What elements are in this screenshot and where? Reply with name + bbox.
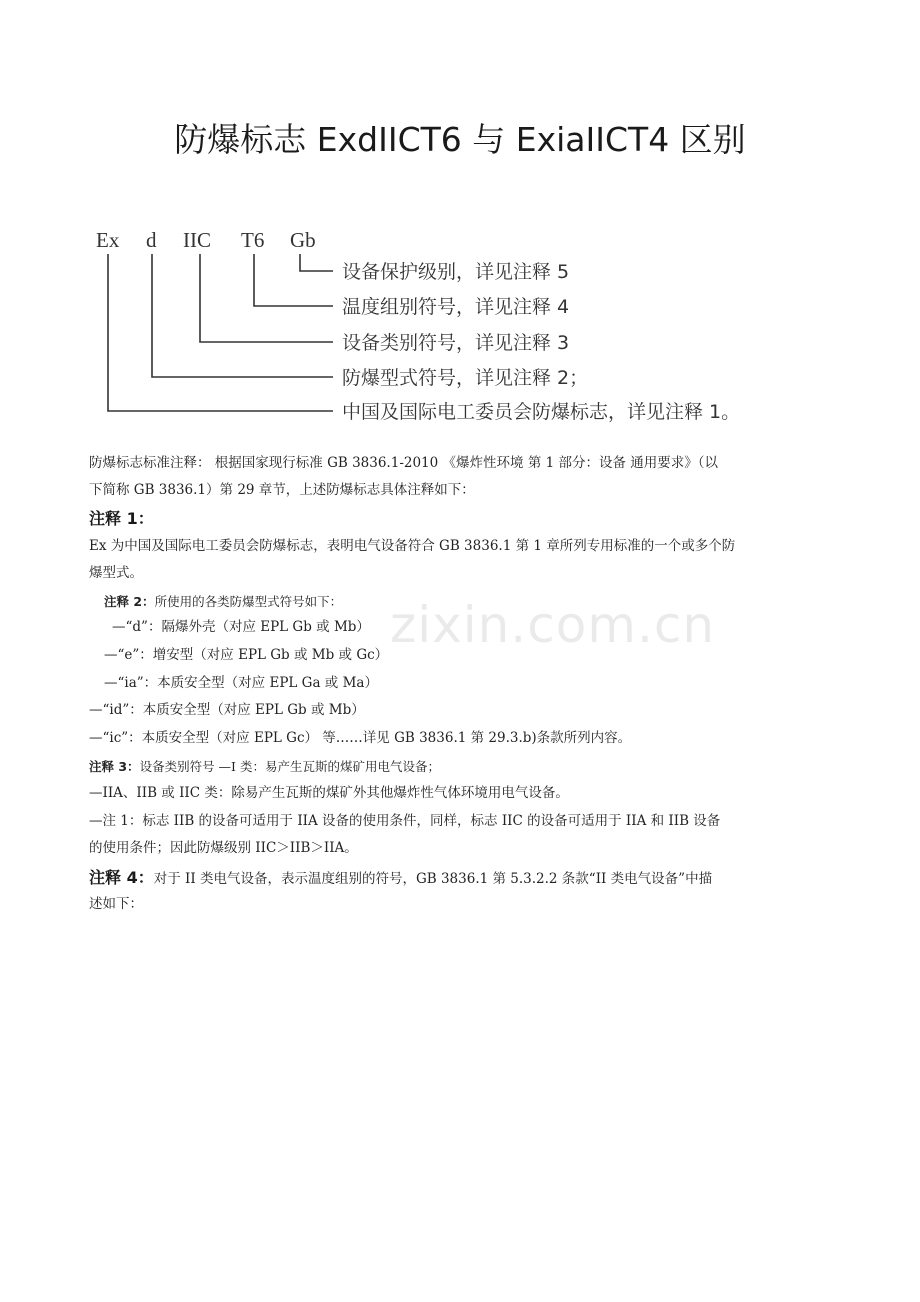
note3-line-4: 的使用条件；因此防爆级别 IIC＞IIB＞IIA。	[89, 840, 358, 856]
leader-line-gb	[300, 254, 333, 271]
leader-line-t6	[254, 254, 333, 306]
note2-item-ic: —“ic”：本质安全型（对应 EPL Gc） 等……详见 GB 3836.1 第 29.3.b)条款所列内容。	[89, 730, 632, 746]
note1-line-2: 爆型式。	[89, 565, 143, 581]
marking-diagram	[0, 0, 920, 440]
desc-protection-level: 设备保护级别，详见注释 5	[342, 261, 570, 283]
note1-heading: 注释 1：	[89, 509, 154, 528]
note2-intro	[104, 588, 864, 615]
desc-temperature-class: 温度组别符号，详见注释 4	[342, 296, 570, 318]
note3-text: 设备类别符号 —I 类：易产生瓦斯的煤矿用电气设备；	[139, 759, 440, 774]
note1-line-1: Ex 为中国及国际电工委员会防爆标志，表明电气设备符合 GB 3836.1 第 1 章所列专用标准的一个或多个防	[89, 538, 736, 554]
note4-line-1	[89, 864, 849, 893]
note4-line-2: 述如下：	[89, 896, 143, 912]
watermark: zixin.com.cn	[390, 596, 716, 654]
note3-line-3: —注 1：标志 IIB 的设备可适用于 IIA 设备的使用条件，同样，标志 IIC 的设备可适用于 IIA 和 IIB 设备	[89, 813, 721, 829]
code-gb: Gb	[290, 228, 316, 252]
desc-equipment-group: 设备类别符号，详见注释 3	[342, 332, 570, 354]
page-title: 防爆标志 ExdIICT6 与 ExiaIICT4 区别	[174, 120, 746, 159]
note2-item-d: —“d”：隔爆外壳（对应 EPL Gb 或 Mb）	[112, 619, 370, 635]
note4-text: 对于 II 类电气设备，表示温度组别的符号，GB 3836.1 第 5.3.2.2 条款“II 类电气设备”中描	[153, 871, 713, 887]
code-d: d	[146, 228, 157, 252]
note2-item-ia: —“ia”：本质安全型（对应 EPL Ga 或 Ma）	[104, 675, 378, 691]
leader-line-ex	[108, 254, 333, 411]
note3-line-2: —IIA、IIB 或 IIC 类：除易产生瓦斯的煤矿外其他爆炸性气体环境用电气设备。	[89, 785, 569, 801]
desc-ex-mark: 中国及国际电工委员会防爆标志，详见注释 1。	[342, 401, 741, 423]
note2-item-e: —“e”：增安型（对应 EPL Gb 或 Mb 或 Gc）	[104, 647, 389, 663]
note2-item-id: —“id”：本质安全型（对应 EPL Gb 或 Mb）	[89, 702, 365, 718]
intro-line-2: 下简称 GB 3836.1）第 29 章节，上述防爆标志具体注释如下：	[89, 482, 475, 498]
intro-line-1: 防爆标志标准注释： 根据国家现行标准 GB 3836.1-2010 《爆炸性环境 第 1 部分：设备 通用要求》（以	[89, 455, 719, 471]
code-iic: IIC	[183, 228, 211, 252]
note3-intro	[89, 753, 849, 780]
code-ex: Ex	[96, 228, 120, 252]
note3-heading: 注释 3：	[89, 759, 140, 774]
desc-protection-type: 防爆型式符号，详见注释 2；	[342, 367, 589, 389]
leader-line-iic	[200, 254, 333, 342]
note4-heading: 注释 4：	[89, 868, 154, 887]
note2-heading: 注释 2：	[104, 594, 155, 609]
note2-text: 所使用的各类防爆型式符号如下：	[154, 594, 343, 609]
leader-line-d	[152, 254, 333, 377]
code-t6: T6	[241, 228, 265, 252]
